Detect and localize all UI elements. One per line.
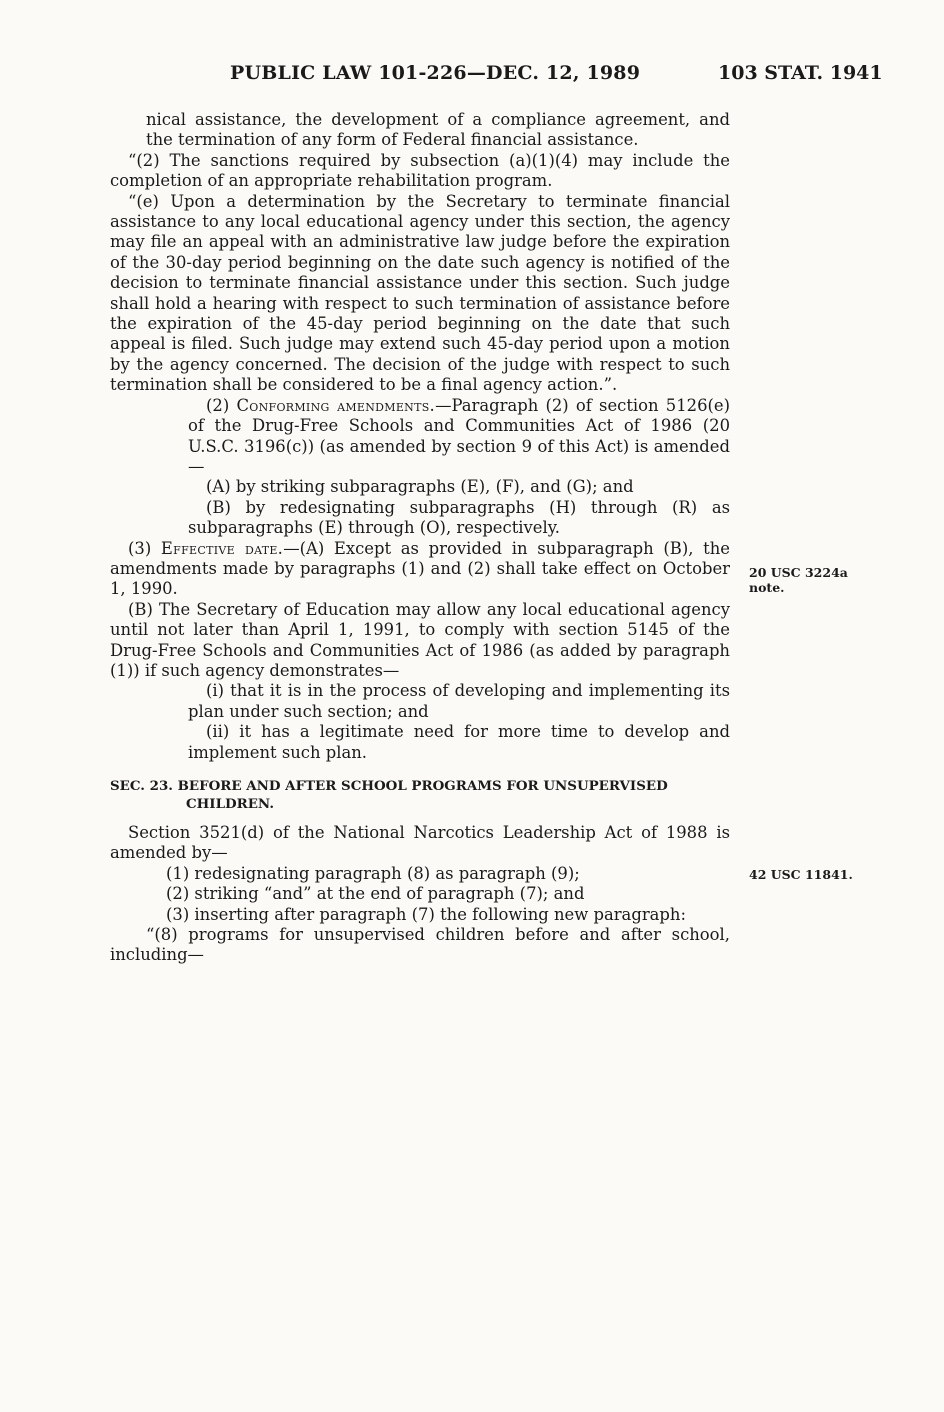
new-paragraph-8: “(8) programs for unsupervised children before and after school, including—: [110, 925, 730, 965]
subparagraph-a: (A) by striking subparagraphs (E), (F), and (G); and: [206, 477, 634, 497]
section-heading-line1: SEC. 23. BEFORE AND AFTER SCHOOL PROGRAMS FOR UNSUPERVISED: [110, 778, 668, 794]
clause-ii: (ii) it has a legitimate need for more time to develop and implement such plan.: [188, 722, 730, 762]
paragraph-label: (3): [128, 538, 161, 558]
margin-note-line: note.: [749, 580, 785, 595]
paragraph-text: —(A) Except as provided in subparagraph (B), the amendments made by paragraphs (1) and (2) shall take effect on October 1, 1990.: [110, 538, 731, 599]
section-heading-line2: CHILDREN.: [186, 796, 274, 812]
running-header-title: PUBLIC LAW 101-226—DEC. 12, 1989: [230, 62, 641, 84]
paragraph-heading: Conforming amendments.: [236, 395, 436, 415]
document-body: [110, 110, 730, 966]
amendment-item-2: (2) striking “and” at the end of paragraph (7); and: [166, 884, 585, 904]
paragraph-conforming-amendments: [110, 396, 730, 478]
clause-i: (i) that it is in the process of developing and implementing its plan under such section; and: [188, 681, 730, 721]
paragraph-effective-date: [110, 539, 730, 600]
paragraph-section-3521: Section 3521(d) of the National Narcotics Leadership Act of 1988 is amended by—: [110, 823, 730, 863]
margin-note-usc-3224a: [749, 565, 848, 595]
amendment-item-3: (3) inserting after paragraph (7) the following new paragraph:: [166, 904, 686, 924]
paragraph-text: —Paragraph (2) of section 5126(e) of the Drug-Free Schools and Communities Act of 1986 (20 U.S.C. 3196(c)) (as amended by section 9 of this Act) is amended—: [188, 395, 730, 476]
paragraph-heading: Effective date.: [160, 538, 284, 558]
paragraph-sanctions: “(2) The sanctions required by subsection (a)(1)(4) may include the completion of an appropriate rehabilitation program.: [110, 150, 730, 191]
paragraph-label: (2): [206, 395, 237, 415]
section-heading: [110, 777, 730, 813]
margin-note-line: 20 USC 3224a: [749, 565, 848, 580]
paragraph-secretary-allowance: (B) The Secretary of Education may allow any local educational agency until not later than April 1, 1991, to comply with section 5145 of the Drug-Free Schools and Communities Act of 1986 (as added by paragraph (1)) if such agency demonstrates—: [110, 599, 730, 680]
margin-note-usc-11841: 42 USC 11841.: [749, 867, 853, 882]
paragraph-continued: nical assistance, the development of a compliance agreement, and the termination of any form of Federal financial assistance.: [146, 110, 730, 150]
amendment-item-1: (1) redesignating paragraph (8) as paragraph (9);: [166, 863, 580, 883]
subparagraph-b: (B) by redesignating subparagraphs (H) through (R) as subparagraphs (E) through (O), respectively.: [188, 497, 730, 538]
paragraph-appeal: “(e) Upon a determination by the Secretary to terminate financial assistance to any local educational agency under this section, the agency may file an appeal with an administrative law judge before the expiration of the 30-day period beginning on the date such agency is notified of the decision to terminate financial assistance under this section. Such judge shall hold a hearing with respect to such termination of assistance before the expiration of the 45-day period beginning on the date that such appeal is filed. Such judge may extend such 45-day period upon a motion by the agency concerned. The decision of the judge with respect to such termination shall be considered to be a final agency action.”.: [110, 191, 730, 395]
running-header-page: 103 STAT. 1941: [718, 62, 883, 84]
